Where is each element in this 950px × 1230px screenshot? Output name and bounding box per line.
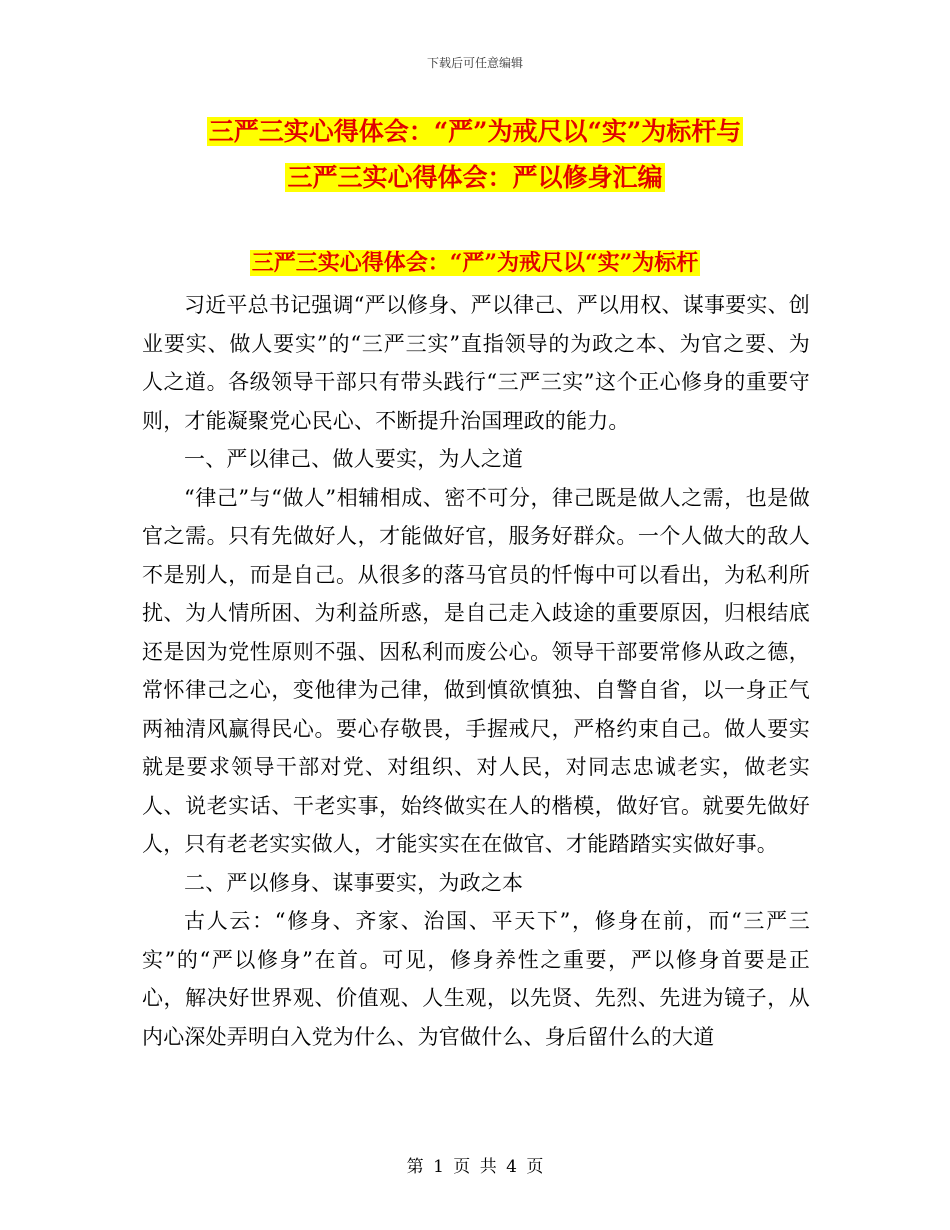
title-line-2-text: 三严三实心得体会：严以修身汇编 <box>287 163 663 192</box>
document-title-line-1 <box>0 112 950 152</box>
title-line-1-text: 三严三实心得体会：“严”为戒尺以“实”为标杆与 <box>208 117 742 146</box>
section-heading-1: 一、严以律己、做人要实，为人之道 <box>184 447 524 471</box>
page-footer <box>0 1152 950 1177</box>
footer-page-number: 1 <box>433 1157 444 1177</box>
section-title-text: 三严三实心得体会：“严”为戒尺以“实”为标杆 <box>251 250 699 276</box>
footer-label-ye-2: 页 <box>526 1157 544 1177</box>
footer-label-total: 共 <box>479 1157 497 1177</box>
paragraph-section-1: “律己”与“做人”相辅相成、密不可分，律己既是做人之需，也是做官之需。只有先做好人，才能做好官，服务好群众。一个人做大的敌人不是别人，而是自己。从很多的落马官员的忏悔中可以看出，为私利所扰、为人情所困、为利益所惑，是自己走入歧途的重要原因，归根结底还是因为党性原则不强、因私利而废公心。领导干部要常修从政之德，常怀律己之心，变他律为己律，做到慎欲慎独、自警自省，以一身正气两袖清风赢得民心。要心存敬畏，手握戒尺，严格约束自己。做人要实就是要求领导干部对党、对组织、对人民，对同志忠诚老实，做老实人、说老实话、干老实事，始终做实在人的楷模，做好官。就要先做好人，只有老老实实做人，才能实实在在做官、才能踏踏实实做好事。 <box>142 485 810 856</box>
footer-total-pages: 4 <box>506 1157 517 1177</box>
paragraph-intro: 习近平总书记强调“严以修身、严以律己、严以用权、谋事要实、创业要实、做人要实”的“三严三实”直指领导的为政之本、为官之要、为人之道。各级领导干部只有带头践行“三严三实”这个正心修身的重要守则，才能凝聚党心民心、不断提升治国理政的能力。 <box>142 293 810 433</box>
document-title-line-2 <box>0 158 950 198</box>
document-body <box>142 286 810 1056</box>
footer-label-ye: 页 <box>453 1157 471 1177</box>
section-title <box>0 246 950 280</box>
footer-label-page: 第 <box>406 1157 424 1177</box>
paragraph-section-2: 古人云：“修身、齐家、治国、平天下”，修身在前，而“三严三实”的“严以修身”在首。可见，修身养性之重要，严以修身首要是正心，解决好世界观、价值观、人生观，以先贤、先烈、先进为镜子，从内心深处弄明白入党为什么、为官做什么、身后留什么的大道 <box>142 909 810 1049</box>
section-heading-2: 二、严以修身、谋事要实，为政之本 <box>184 870 524 895</box>
header-note: 下载后可任意编辑 <box>426 56 523 70</box>
